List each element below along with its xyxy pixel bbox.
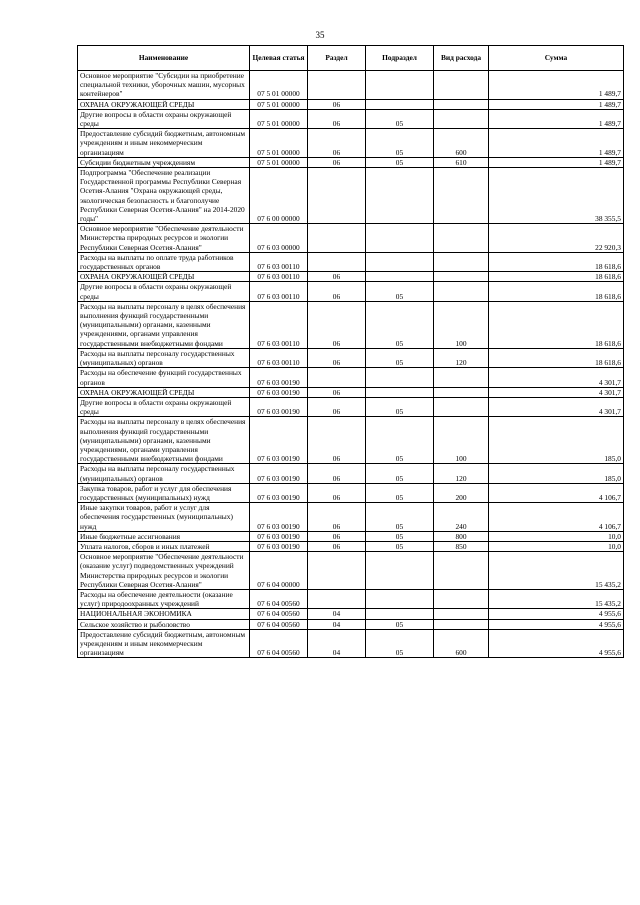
cell-section [308,224,366,253]
cell-subsection: 05 [366,301,434,348]
cell-expense-type [434,282,489,301]
cell-sum: 185,0 [489,464,624,483]
cell-name: Расходы на обеспечение функций государственных органов [78,368,250,387]
cell-expense-type [434,397,489,416]
table-row [78,348,624,367]
cell-section: 04 [308,629,366,658]
cell-section: 06 [308,531,366,541]
cell-target: 07 6 03 00190 [250,417,308,464]
table-row [78,301,624,348]
cell-expense-type [434,368,489,387]
table-row [78,619,624,629]
cell-target: 07 6 03 00110 [250,348,308,367]
cell-section: 06 [308,301,366,348]
cell-sum: 1 489,7 [489,71,624,100]
cell-name: Расходы на выплаты персоналу государственных (муниципальных) органов [78,348,250,367]
cell-name: Подпрограмма "Обеспечение реализации Государственной программы Республики Северная Осетия-Алания "Охрана окружающей среды, экологическая безопасность и благополучие Республики Северная Осетия-Алания" на 2014-2020 годы" [78,168,250,224]
cell-name: Иные закупки товаров, работ и услуг для обеспечения государственных (муниципальных) нужд [78,503,250,532]
cell-target: 07 6 03 00110 [250,252,308,271]
header-expense-type: Вид расхода [434,46,489,71]
cell-sum: 10,0 [489,541,624,551]
table-row [78,71,624,100]
cell-subsection [366,589,434,608]
cell-target: 07 6 03 00110 [250,301,308,348]
header-sum: Сумма [489,46,624,71]
cell-subsection [366,552,434,590]
cell-name: Сельское хозяйство и рыболовство [78,619,250,629]
cell-sum: 4 301,7 [489,397,624,416]
cell-sum: 1 489,7 [489,157,624,167]
cell-section [308,252,366,271]
cell-sum: 38 355,5 [489,168,624,224]
cell-subsection [366,71,434,100]
cell-expense-type: 100 [434,301,489,348]
cell-subsection: 05 [366,348,434,367]
cell-sum: 4 106,7 [489,483,624,502]
cell-expense-type [434,168,489,224]
table-row [78,552,624,590]
cell-sum: 4 106,7 [489,503,624,532]
cell-section: 06 [308,464,366,483]
cell-section [308,368,366,387]
cell-section: 06 [308,282,366,301]
cell-section: 06 [308,541,366,551]
cell-name: Субсидии бюджетным учреждениям [78,157,250,167]
cell-name: Другие вопросы в области охраны окружающей среды [78,397,250,416]
cell-name: Другие вопросы в области охраны окружающей среды [78,282,250,301]
cell-sum: 15 435,2 [489,589,624,608]
table-row [78,629,624,658]
table-row [78,129,624,158]
table-row [78,464,624,483]
cell-target: 07 6 04 00560 [250,589,308,608]
cell-subsection [366,609,434,619]
table-row [78,109,624,128]
cell-sum: 4 301,7 [489,368,624,387]
cell-section [308,168,366,224]
cell-name: ОХРАНА ОКРУЖАЮЩЕЙ СРЕДЫ [78,387,250,397]
table-row [78,272,624,282]
cell-target: 07 6 03 00110 [250,272,308,282]
table-row [78,157,624,167]
cell-subsection [366,99,434,109]
table-row [78,99,624,109]
cell-subsection: 05 [366,629,434,658]
cell-expense-type: 600 [434,129,489,158]
cell-name: Иные бюджетные ассигнования [78,531,250,541]
table-row [78,252,624,271]
cell-target: 07 6 00 00000 [250,168,308,224]
cell-expense-type [434,552,489,590]
cell-subsection: 05 [366,619,434,629]
cell-subsection [366,224,434,253]
table-row [78,368,624,387]
cell-target: 07 5 01 00000 [250,71,308,100]
table-row [78,417,624,464]
cell-expense-type: 120 [434,348,489,367]
budget-table [77,45,624,658]
cell-subsection: 05 [366,109,434,128]
cell-target: 07 6 04 00560 [250,629,308,658]
cell-name: Расходы на выплаты по оплате труда работников государственных органов [78,252,250,271]
header-section: Раздел [308,46,366,71]
cell-target: 07 5 01 00000 [250,109,308,128]
page-number: 35 [315,30,325,40]
cell-section: 06 [308,503,366,532]
cell-expense-type: 120 [434,464,489,483]
cell-name: ОХРАНА ОКРУЖАЮЩЕЙ СРЕДЫ [78,272,250,282]
cell-expense-type: 800 [434,531,489,541]
cell-name: Расходы на выплаты персоналу государственных (муниципальных) органов [78,464,250,483]
cell-sum: 18 618,6 [489,282,624,301]
cell-expense-type [434,99,489,109]
cell-section: 06 [308,348,366,367]
cell-name: Расходы на выплаты персоналу в целях обеспечения выполнения функций государственными (муниципальными) органами, казенными учреждениями, органами управления государственными внебюджетными фондами [78,301,250,348]
cell-subsection: 05 [366,503,434,532]
cell-sum: 15 435,2 [489,552,624,590]
cell-sum: 185,0 [489,417,624,464]
cell-subsection: 05 [366,483,434,502]
table-header [78,46,624,71]
cell-sum: 18 618,6 [489,252,624,271]
table-row [78,483,624,502]
cell-expense-type [434,589,489,608]
cell-sum: 4 955,6 [489,609,624,619]
cell-subsection: 05 [366,541,434,551]
cell-section: 06 [308,157,366,167]
cell-expense-type: 600 [434,629,489,658]
cell-name: Расходы на выплаты персоналу в целях обеспечения выполнения функций государственными (муниципальными) органами, казенными учреждениями, органами управления государственными внебюджетными фондами [78,417,250,464]
cell-expense-type [434,609,489,619]
cell-expense-type: 240 [434,503,489,532]
cell-section: 06 [308,99,366,109]
cell-expense-type [434,224,489,253]
cell-name: Уплата налогов, сборов и иных платежей [78,541,250,551]
cell-section [308,589,366,608]
cell-sum: 22 920,3 [489,224,624,253]
cell-subsection [366,387,434,397]
cell-target: 07 6 03 00190 [250,531,308,541]
cell-section: 06 [308,387,366,397]
cell-expense-type [434,109,489,128]
cell-name: Закупка товаров, работ и услуг для обеспечения государственных (муниципальных) нужд [78,483,250,502]
table-row [78,387,624,397]
cell-section: 06 [308,417,366,464]
cell-expense-type: 200 [434,483,489,502]
cell-section: 04 [308,609,366,619]
cell-name: Предоставление субсидий бюджетным, автономным учреждениям и иным некоммерческим организациям [78,129,250,158]
cell-expense-type [434,387,489,397]
cell-name: Другие вопросы в области охраны окружающей среды [78,109,250,128]
cell-expense-type [434,71,489,100]
cell-sum: 1 489,7 [489,99,624,109]
cell-expense-type [434,272,489,282]
cell-target: 07 5 01 00000 [250,129,308,158]
cell-subsection [366,168,434,224]
cell-section: 06 [308,483,366,502]
table-row [78,589,624,608]
cell-name: ОХРАНА ОКРУЖАЮЩЕЙ СРЕДЫ [78,99,250,109]
cell-sum: 4 955,6 [489,619,624,629]
cell-target: 07 6 04 00000 [250,552,308,590]
cell-section: 06 [308,272,366,282]
header-target: Целевая статья [250,46,308,71]
table-row [78,531,624,541]
cell-expense-type: 850 [434,541,489,551]
table-row [78,224,624,253]
cell-target: 07 5 01 00000 [250,99,308,109]
table-row [78,168,624,224]
cell-subsection: 05 [366,157,434,167]
cell-name: Расходы на обеспечение деятельности (оказание услуг) природоохранных учреждений [78,589,250,608]
cell-subsection: 05 [366,129,434,158]
cell-sum: 18 618,6 [489,301,624,348]
cell-subsection: 05 [366,397,434,416]
table-row [78,397,624,416]
cell-subsection [366,368,434,387]
cell-expense-type: 610 [434,157,489,167]
cell-target: 07 5 01 00000 [250,157,308,167]
cell-section: 06 [308,397,366,416]
table-row [78,282,624,301]
cell-subsection [366,252,434,271]
cell-expense-type: 100 [434,417,489,464]
cell-section: 06 [308,129,366,158]
cell-subsection: 05 [366,531,434,541]
cell-target: 07 6 03 00190 [250,503,308,532]
cell-name: Предоставление субсидий бюджетным, автономным учреждениям и иным некоммерческим организациям [78,629,250,658]
cell-sum: 4 955,6 [489,629,624,658]
table-body [78,71,624,658]
table-row [78,609,624,619]
cell-sum: 1 489,7 [489,129,624,158]
cell-expense-type [434,252,489,271]
table-row [78,541,624,551]
cell-target: 07 6 04 00560 [250,619,308,629]
cell-name: Основное мероприятие "Субсидии на приобретение специальной техники, уборочных машин, мусорных контейнеров" [78,71,250,100]
header-name: Наименование [78,46,250,71]
cell-target: 07 6 03 00190 [250,464,308,483]
cell-subsection: 05 [366,464,434,483]
cell-target: 07 6 03 00190 [250,387,308,397]
cell-subsection: 05 [366,417,434,464]
cell-sum: 10,0 [489,531,624,541]
cell-sum: 1 489,7 [489,109,624,128]
cell-target: 07 6 03 00110 [250,282,308,301]
cell-sum: 18 618,6 [489,348,624,367]
cell-section: 06 [308,109,366,128]
cell-target: 07 6 03 00190 [250,483,308,502]
cell-name: Основное мероприятие "Обеспечение деятельности (оказание услуг) подведомственных учреждений Министерства природных ресурсов и экологии Республики Северная Осетия-Алания" [78,552,250,590]
cell-target: 07 6 03 00190 [250,397,308,416]
header-subsection: Подраздел [366,46,434,71]
cell-expense-type [434,619,489,629]
cell-name: НАЦИОНАЛЬНАЯ ЭКОНОМИКА [78,609,250,619]
cell-target: 07 6 03 00190 [250,368,308,387]
cell-target: 07 6 03 00000 [250,224,308,253]
cell-sum: 4 301,7 [489,387,624,397]
cell-subsection: 05 [366,282,434,301]
cell-subsection [366,272,434,282]
cell-section: 04 [308,619,366,629]
cell-section [308,71,366,100]
cell-section [308,552,366,590]
cell-sum: 18 618,6 [489,272,624,282]
table-row [78,503,624,532]
cell-name: Основное мероприятие "Обеспечение деятельности Министерства природных ресурсов и экологии Республики Северная Осетия-Алания" [78,224,250,253]
cell-target: 07 6 04 00560 [250,609,308,619]
cell-target: 07 6 03 00190 [250,541,308,551]
